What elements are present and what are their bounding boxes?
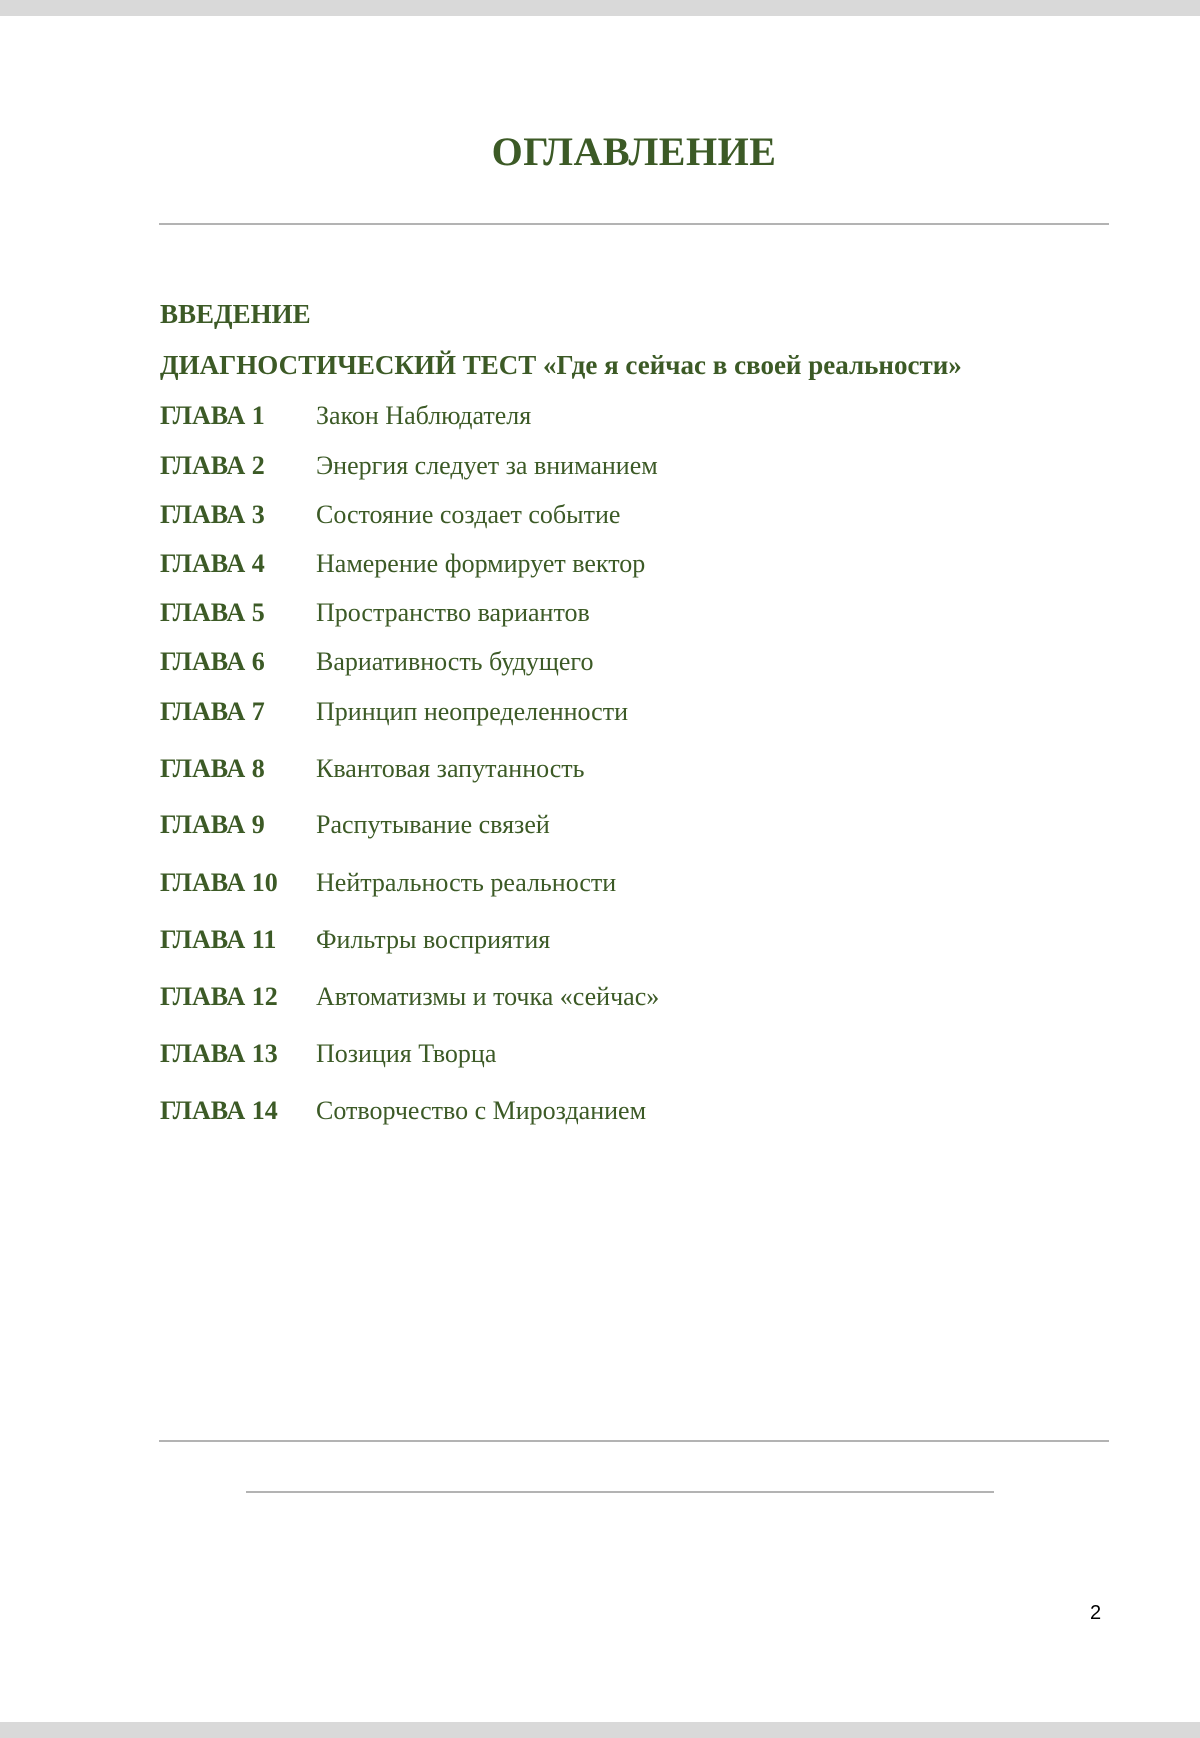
chapter-label: ГЛАВА 7 [160,697,265,726]
chapter-title: Фильтры восприятия [316,925,551,954]
chapter-title: Пространство вариантов [316,598,590,627]
toc-chapter-row [160,1041,496,1067]
toc-chapter-row [160,600,590,626]
chapter-title: Вариативность будущего [316,647,594,676]
chapter-label: ГЛАВА 2 [160,451,265,480]
page-number: 2 [1090,1602,1102,1624]
chapter-title: Нейтральность реальности [316,868,617,897]
chapter-title: Состояние создает событие [316,500,621,529]
toc-chapter-row [160,984,659,1010]
chapter-label: ГЛАВА 6 [160,647,265,676]
chapter-title: Квантовая запутанность [316,754,585,783]
chapter-label: ГЛАВА 11 [160,925,277,954]
page-title: ОГЛАВЛЕНИЕ [491,129,777,174]
chapter-label: ГЛАВА 13 [160,1039,278,1068]
chapter-label: ГЛАВА 14 [160,1096,278,1125]
toc-chapter-row [160,870,616,896]
chapter-label: ГЛАВА 8 [160,754,265,783]
chapter-label: ГЛАВА 1 [160,401,265,430]
chapter-title: Намерение формирует вектор [316,549,646,578]
footer-divider [159,1440,1109,1442]
chapter-label: ГЛАВА 4 [160,549,265,578]
toc-chapter-row [160,699,628,725]
chapter-label: ГЛАВА 10 [160,868,278,897]
toc-chapter-row [160,812,550,838]
chapter-label: ГЛАВА 5 [160,598,265,627]
chapter-title: Закон Наблюдателя [316,401,532,430]
toc-chapter-row [160,502,620,528]
chapter-label: ГЛАВА 9 [160,810,265,839]
chapter-title: Автоматизмы и точка «сейчас» [316,982,660,1011]
toc-chapter-row [160,927,550,953]
title-divider [159,223,1109,225]
toc-chapter-row [160,453,658,479]
toc-chapter-row [160,551,645,577]
footer-divider-short [246,1491,994,1493]
document-page [0,16,1200,1722]
toc-chapter-row [160,403,531,429]
chapter-label: ГЛАВА 12 [160,982,278,1011]
chapter-title: Позиция Творца [316,1039,497,1068]
chapter-label: ГЛАВА 3 [160,500,265,529]
toc-chapter-row [160,649,593,675]
toc-chapter-row [160,756,585,782]
chapter-title: Энергия следует за вниманием [316,451,658,480]
chapter-title: Распутывание связей [316,810,550,839]
chapter-title: Сотворчество с Мирозданием [316,1096,647,1125]
chapter-title: Принцип неопределенности [316,697,628,726]
toc-chapter-row [160,1098,646,1124]
toc-intro: ВВЕДЕНИЕ [160,299,311,329]
toc-diagnostic-test: ДИАГНОСТИЧЕСКИЙ ТЕСТ «Где я сейчас в своей реальности» [160,350,962,380]
